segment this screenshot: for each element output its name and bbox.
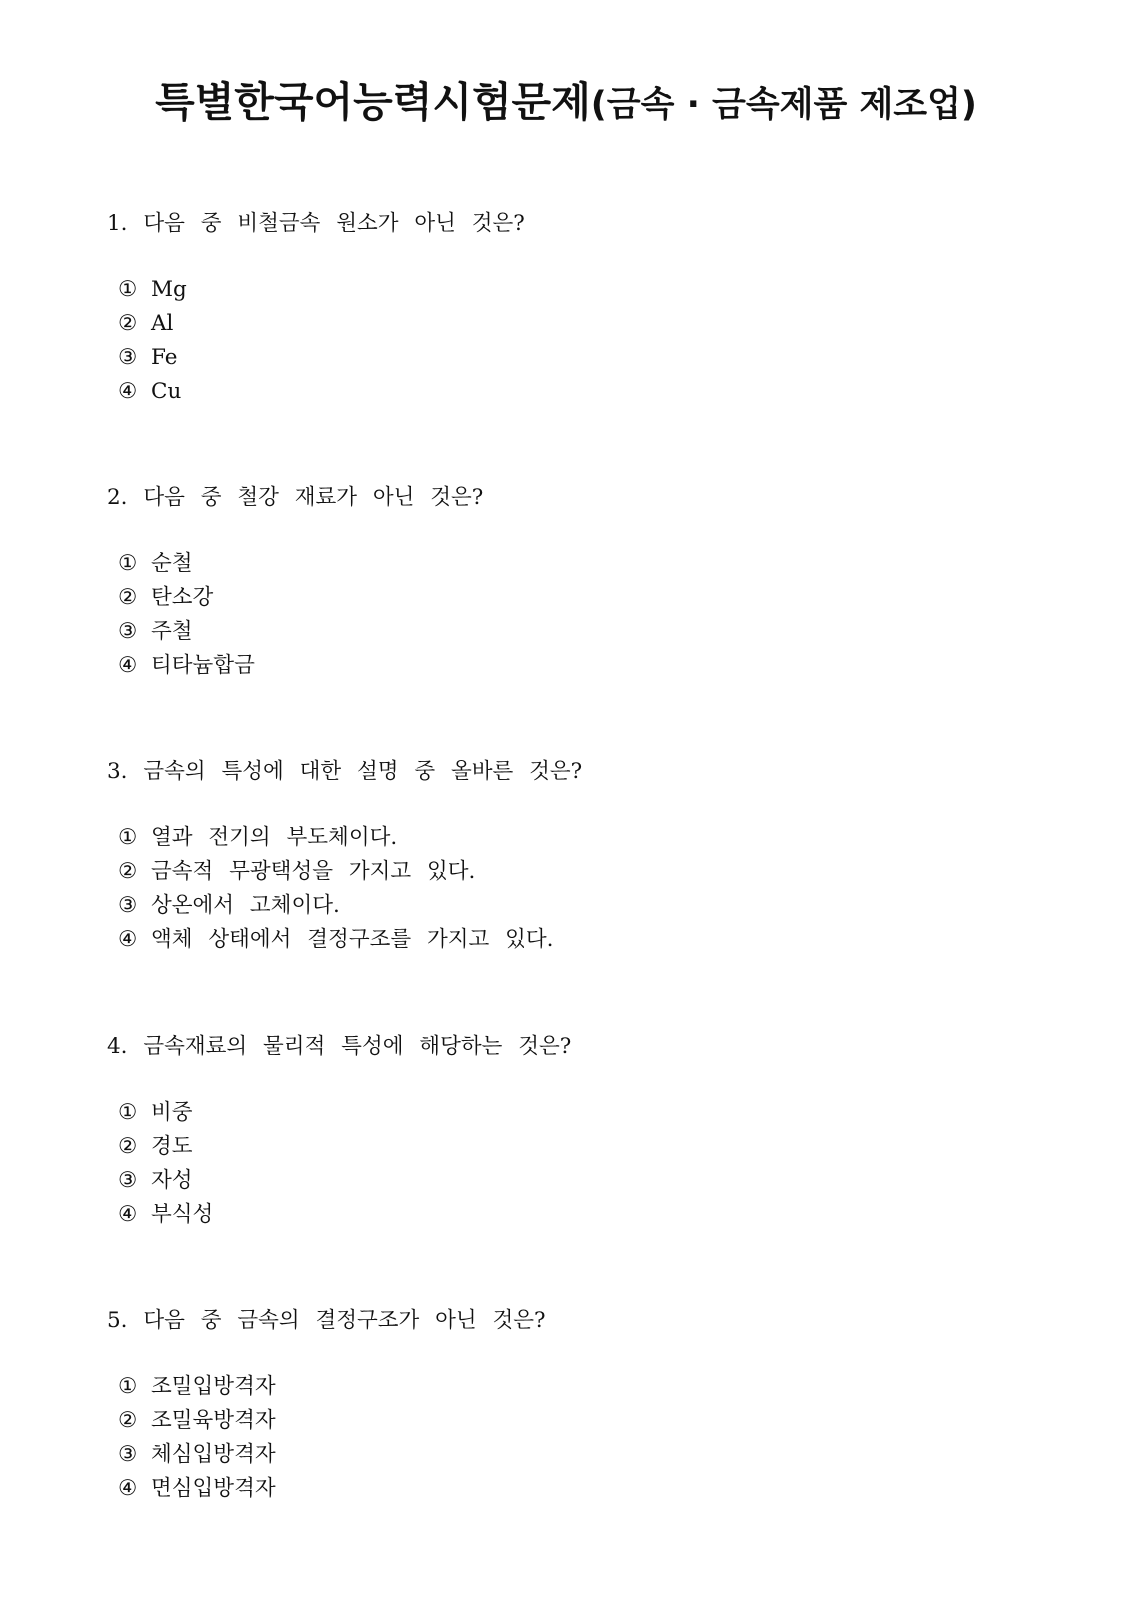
question-text: 3. 금속의 특성에 대한 설명 중 올바른 것은? (107, 759, 583, 784)
option-1 (118, 1096, 1067, 1130)
option-number: ③ (118, 1168, 138, 1193)
question-3 (107, 755, 1067, 957)
question-1 (107, 207, 1067, 409)
option-3 (118, 1164, 1067, 1198)
option-label: 순철 (151, 551, 193, 576)
option-number: ② (118, 585, 138, 610)
option-2 (118, 1404, 1067, 1438)
option-label: Al (151, 311, 174, 336)
option-label: 액체 상태에서 결정구조를 가지고 있다. (151, 927, 554, 952)
option-label: 자성 (151, 1168, 193, 1193)
option-1 (118, 1370, 1067, 1404)
option-3 (118, 1438, 1067, 1472)
option-4 (118, 923, 1067, 957)
option-4 (118, 649, 1067, 683)
option-number: ④ (118, 1476, 138, 1501)
option-number: ③ (118, 345, 138, 370)
option-list (107, 547, 1067, 683)
option-3 (118, 889, 1067, 923)
question-text: 1. 다음 중 비철금속 원소가 아닌 것은? (107, 211, 525, 236)
option-label: 조밀입방격자 (151, 1374, 276, 1399)
option-number: ④ (118, 1202, 138, 1227)
option-3 (118, 615, 1067, 649)
option-number: ④ (118, 927, 138, 952)
option-label: 부식성 (151, 1202, 214, 1227)
option-number: ① (118, 551, 138, 576)
option-label: 탄소강 (151, 585, 214, 610)
option-list (107, 821, 1067, 957)
option-label: 상온에서 고체이다. (151, 893, 340, 918)
question-4 (107, 1030, 1067, 1232)
option-number: ① (118, 277, 138, 302)
option-label: 열과 전기의 부도체이다. (151, 825, 398, 850)
option-label: 체심입방격자 (151, 1442, 276, 1467)
option-number: ① (118, 1100, 138, 1125)
title-subtitle: (금속 · 금속제품 제조업) (590, 85, 977, 125)
option-4 (118, 1198, 1067, 1232)
question-text: 5. 다음 중 금속의 결정구조가 아닌 것은? (107, 1308, 546, 1333)
option-label: Fe (151, 345, 178, 370)
option-label: 티타늄합금 (151, 653, 255, 678)
option-label: 주철 (151, 619, 193, 644)
option-label: 조밀육방격자 (151, 1408, 276, 1433)
option-number: ③ (118, 893, 138, 918)
option-label: 금속적 무광택성을 가지고 있다. (151, 859, 476, 884)
option-2 (118, 855, 1067, 889)
option-number: ④ (118, 653, 138, 678)
option-label: 비중 (151, 1100, 193, 1125)
page-title (0, 74, 1132, 133)
option-list (107, 273, 1067, 409)
option-list (107, 1370, 1067, 1506)
title-main: 특별한국어능력시험문제 (155, 78, 591, 126)
question-2 (107, 481, 1067, 683)
option-number: ① (118, 1374, 138, 1399)
option-label: 면심입방격자 (151, 1476, 276, 1501)
option-number: ② (118, 859, 138, 884)
option-4 (118, 375, 1067, 409)
option-label: 경도 (151, 1134, 193, 1159)
question-5 (107, 1304, 1067, 1506)
option-number: ③ (118, 619, 138, 644)
option-4 (118, 1472, 1067, 1506)
question-text: 4. 금속재료의 물리적 특성에 해당하는 것은? (107, 1034, 572, 1059)
option-1 (118, 821, 1067, 855)
option-1 (118, 273, 1067, 307)
option-3 (118, 341, 1067, 375)
option-label: Mg (151, 277, 187, 302)
option-list (107, 1096, 1067, 1232)
option-1 (118, 547, 1067, 581)
option-number: ④ (118, 379, 138, 404)
option-2 (118, 581, 1067, 615)
question-text: 2. 다음 중 철강 재료가 아닌 것은? (107, 485, 484, 510)
option-number: ① (118, 825, 138, 850)
option-2 (118, 1130, 1067, 1164)
option-number: ② (118, 311, 138, 336)
option-number: ② (118, 1134, 138, 1159)
option-2 (118, 307, 1067, 341)
option-number: ③ (118, 1442, 138, 1467)
option-label: Cu (151, 379, 182, 404)
option-number: ② (118, 1408, 138, 1433)
